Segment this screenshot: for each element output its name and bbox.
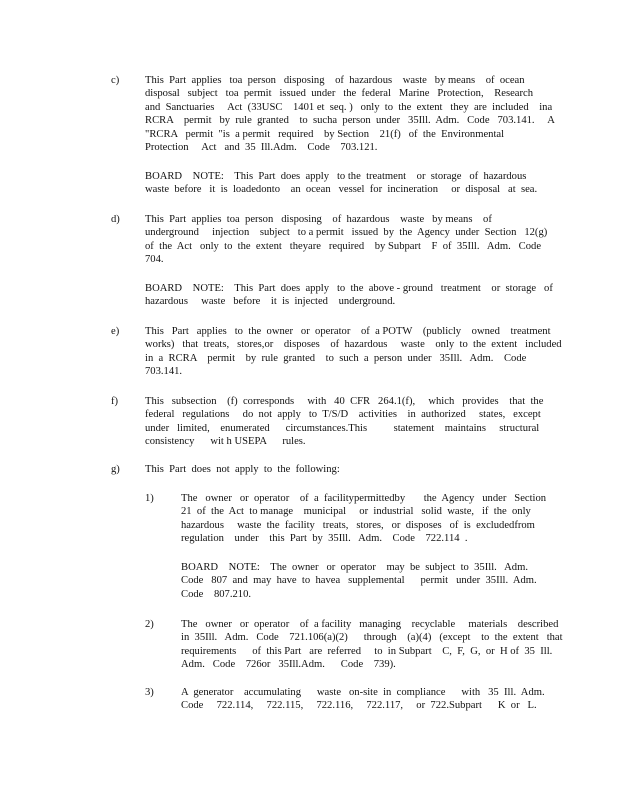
item-label: 3) — [145, 687, 154, 698]
item-label: 2) — [145, 619, 154, 630]
paragraph: The owner or operator of a facility managing recyclable materials described in 35Ill. Adm. Code 721.106(a)(2) through (a)(4) (except to the extent that requirements of this Part are referred to in Subpart C, F, G, or H of 35 Ill. Adm. Code 726or 35Ill.Adm. Code 739). — [181, 619, 563, 671]
board-note: BOARD NOTE: The owner or operator may be subject to 35Ill. Adm. Code 807 and may have to havea supplemental permit under 35Ill. Adm. Code 807.210. — [181, 562, 537, 600]
paragraph: This Part applies toa person disposing of hazardous waste by means of underground injection subject to a permit issued by the Agency under Section 12(g) of the Act only to the extent theyare required by Subpart F of 35Ill. Adm. Code 704. — [145, 214, 548, 266]
item-label: f) — [111, 396, 119, 407]
item-label: e) — [111, 326, 120, 337]
item-label: g) — [111, 464, 120, 475]
paragraph: This Part applies toa person disposing of hazardous waste by means of ocean disposal subject toa permit issued under the federal Marine Protection, Research and Sanctuaries Act (33USC 1401 et seq. ) only to the extent they are included ina RCRA permit by rule granted to sucha person under 35Ill. Adm. Code 703.141. A "RCRA permit "is a permit required by Section 21(f) of the Environmental Protection Act and 35 Ill.Adm. Code 703.121. — [145, 75, 555, 154]
board-note: BOARD NOTE: This Part does apply to the above - ground treatment or storage of hazardous waste before it is injected underground. — [145, 283, 553, 308]
paragraph: This Part does not apply to the following: — [145, 464, 340, 475]
item-label: c) — [111, 75, 120, 86]
paragraph: This subsection (f) corresponds with 40 CFR 264.1(f), which provides that the federal regulations do not apply to T/S/D activities in authorized states, except under limited, enumerated circumstances.This statement maintains structural consistency wit h USEPA rules. — [145, 396, 544, 448]
item-label: 1) — [145, 493, 154, 504]
paragraph: A generator accumulating waste on-site in compliance with 35 Ill. Adm. Code 722.114, 722.115, 722.116, 722.117, or 722.Subpart K or L. — [181, 687, 545, 712]
item-label: d) — [111, 214, 120, 225]
board-note: BOARD NOTE: This Part does apply to the treatment or storage of hazardous waste before it is loadedonto an ocean vessel for incineration or disposal at sea. — [145, 171, 538, 196]
paragraph: The owner or operator of a facilitypermittedby the Agency under Section 21 of the Act to manage municipal or industrial solid waste, if the only hazardous waste the facility treats, stores, or disposes of is excludedfrom regulation under this Part by 35Ill. Adm. Code 722.114 . — [181, 493, 547, 545]
paragraph: This Part applies to the owner or operator of a POTW (publicly owned treatment works) that treats, stores,or disposes of hazardous waste only to the extent included in a RCRA permit by rule granted to such a person under 35Ill. Adm. Code 703.141. — [145, 326, 562, 378]
